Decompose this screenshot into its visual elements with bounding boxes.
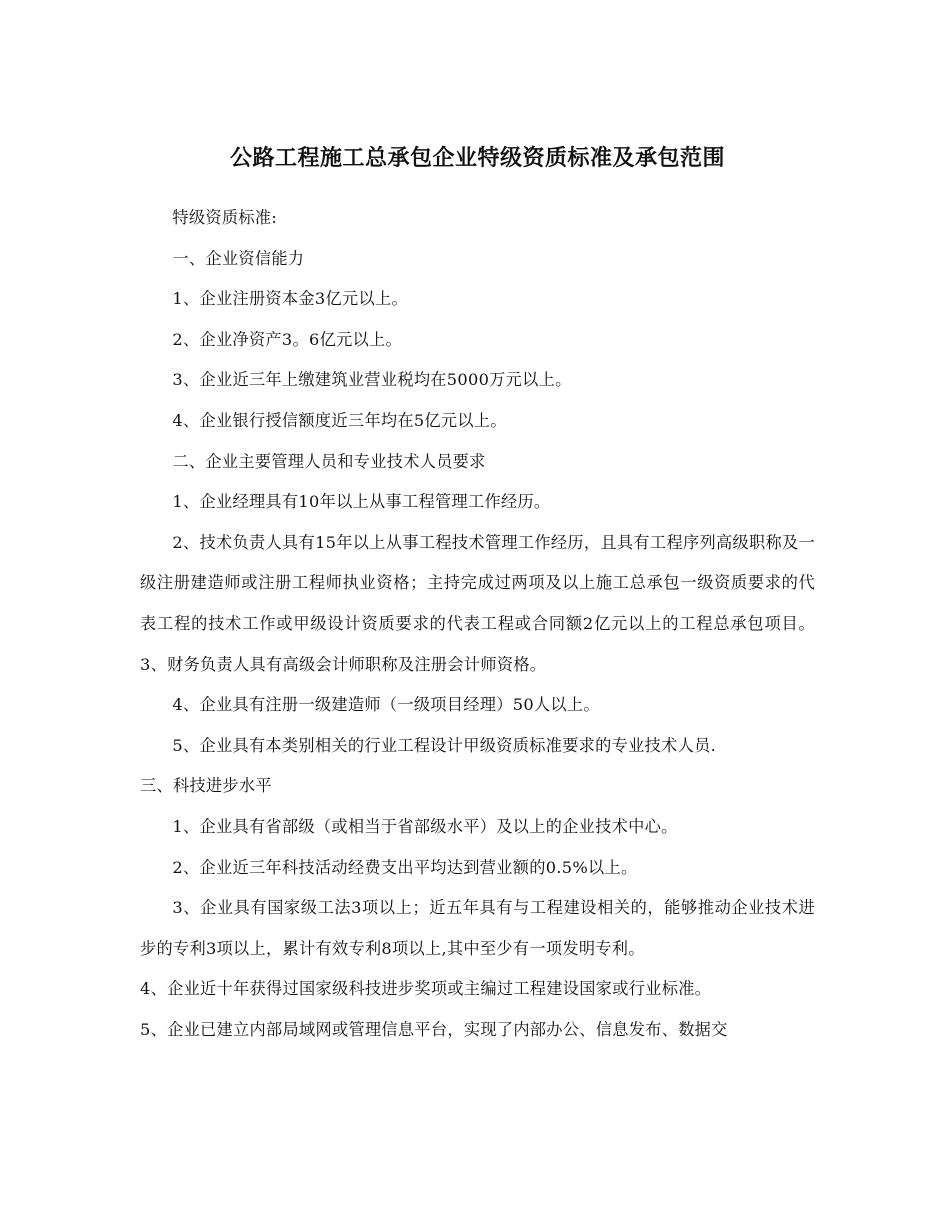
paragraph: 一、企业资信能力 [172, 248, 305, 268]
paragraph: 2、企业近三年科技活动经费支出平均达到营业额的0.5%以上。 [172, 857, 638, 877]
paragraph: 2、企业净资产3。6亿元以上。 [172, 329, 403, 349]
paragraph: 1、企业具有省部级（或相当于省部级水平）及以上的企业技术中心。 [172, 816, 678, 836]
paragraph: 2、技术负责人具有15年以上从事工程技术管理工作经历，且具有工程序列高级职称及一级注册建造师或注册工程师执业资格；主持完成过两项及以上施工总承包一级资质要求的代表工程的技术工作或甲级设计资质要求的代表工程或合同额2亿元以上的工程总承包项目。 3、财务负责人具有高级会计师职称及注册会计师资格。 [140, 532, 815, 674]
paragraph: 4、企业具有注册一级建造师（一级项目经理）50人以上。 [172, 695, 600, 715]
paragraph: 3、企业具有国家级工法3项以上；近五年具有与工程建设相关的，能够推动企业技术进步的专利3项以上，累计有效专利8项以上,其中至少有一项发明专利。 [140, 898, 815, 958]
paragraph: 1、企业注册资本金3亿元以上。 [172, 289, 408, 309]
paragraph: 5、企业已建立内部局域网或管理信息平台，实现了内部办公、信息发布、数据交 [140, 1019, 728, 1039]
paragraph: 4、企业银行授信额度近三年均在5亿元以上。 [172, 410, 507, 430]
document-page [140, 138, 815, 1050]
document-title: 公路工程施工总承包企业特级资质标准及承包范围 [229, 145, 725, 171]
paragraph: 三、科技进步水平 [140, 776, 272, 796]
paragraph: 二、企业主要管理人员和专业技术人员要求 [172, 451, 486, 471]
paragraph: 3、企业近三年上缴建筑业营业税均在5000万元以上。 [172, 370, 572, 390]
paragraph: 1、企业经理具有10年以上从事工程管理工作经历。 [172, 492, 551, 512]
paragraph: 5、企业具有本类别相关的行业工程设计甲级资质标准要求的专业技术人员. [172, 735, 717, 755]
document-body [140, 198, 815, 1050]
paragraph: 特级资质标准: [172, 208, 278, 227]
paragraph: 4、企业近十年获得过国家级科技进步奖项或主编过工程建设国家或行业标准。 [140, 979, 712, 999]
